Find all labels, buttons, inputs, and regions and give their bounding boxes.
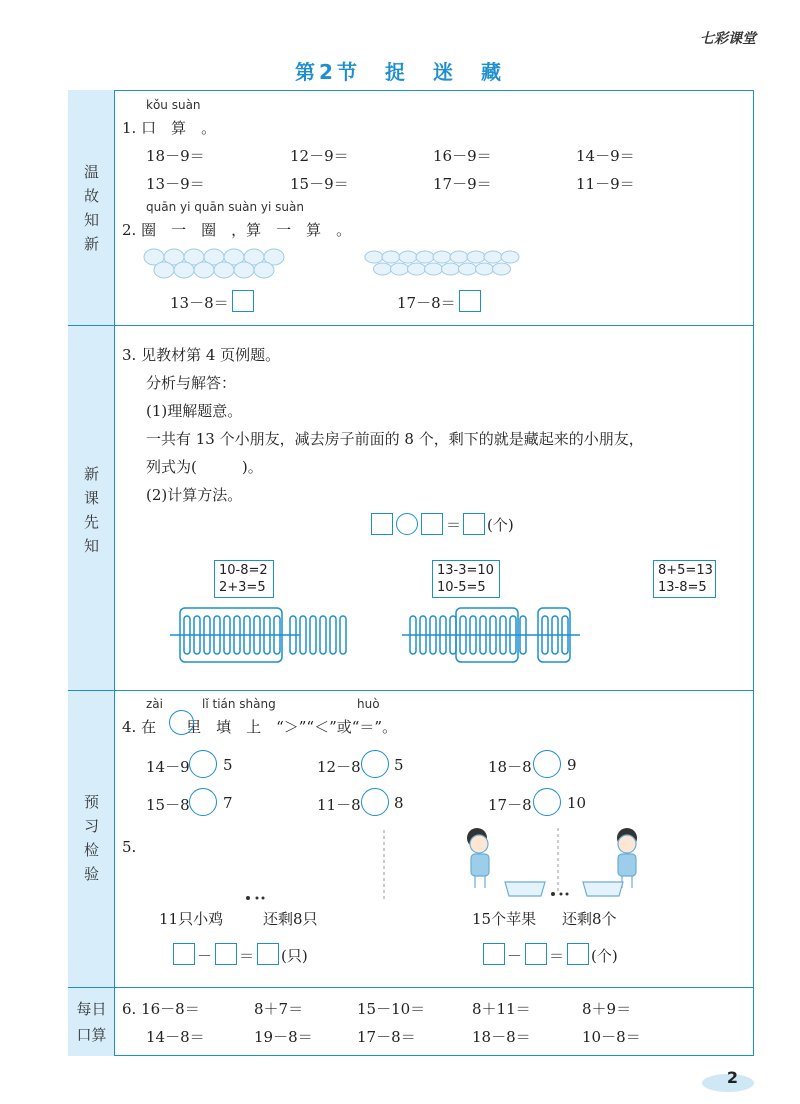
q4-expr: 11－8	[317, 796, 361, 814]
q4-pinyin: huò	[357, 697, 380, 711]
q1-item: 11－9＝	[576, 175, 635, 193]
answer-box[interactable]	[525, 943, 547, 965]
section-label-new: 新课先知	[83, 465, 99, 555]
q1-item: 13－9＝	[146, 175, 205, 193]
q5-label: 5.	[122, 838, 137, 856]
q4-expr: 18－8	[488, 758, 532, 776]
counting-object	[399, 251, 417, 263]
q1-item: 17－9＝	[433, 175, 492, 193]
q1-item: 15－9＝	[290, 175, 349, 193]
page-title: 第2节 捉 迷 藏	[295, 60, 505, 84]
answer-box[interactable]	[371, 513, 393, 535]
counting-object	[425, 263, 443, 275]
q2-pinyin: quān yi quān suàn yi suàn	[146, 200, 304, 214]
answer-box[interactable]	[463, 513, 485, 535]
counting-object	[174, 262, 194, 278]
compare-circle[interactable]	[361, 788, 389, 816]
counting-object	[194, 262, 214, 278]
q2-equation: 13－8＝	[170, 294, 229, 312]
q3-line1: 一共有 13 个小朋友，减去房子前面的 8 个，剩下的就是藏起来的小朋友，	[146, 430, 644, 448]
q1-item: 12－9＝	[290, 147, 349, 165]
equals-sign: ＝	[549, 947, 565, 965]
compare-circle[interactable]	[189, 788, 217, 816]
q3-label: 3. 见教材第 4 页例题。	[122, 346, 281, 364]
q6-item: 18－8＝	[472, 1028, 531, 1046]
q3-step2: (2)计算方法。	[146, 486, 243, 504]
q4-label: 4. 在 里 填 上 “＞”“＜”或“＝”。	[122, 718, 398, 736]
q3-analysis: 分析与解答：	[146, 374, 237, 392]
answer-box[interactable]	[232, 290, 254, 312]
counting-object	[408, 263, 426, 275]
q4-value: 5	[394, 756, 404, 774]
compare-circle[interactable]	[533, 788, 561, 816]
method-card: 8+5=13 13-8=5	[653, 560, 716, 598]
counting-object	[450, 251, 468, 263]
counting-object	[433, 251, 451, 263]
q1-item: 18－9＝	[146, 147, 205, 165]
girls-apples-illustration	[455, 822, 655, 902]
q5-right-caption: 还剩8个	[562, 910, 617, 928]
answer-circle[interactable]	[396, 513, 418, 535]
counting-object	[391, 263, 409, 275]
counting-object	[442, 263, 460, 275]
equals-sign: ＝	[446, 516, 462, 534]
q6-item: 8＋7＝	[254, 1000, 304, 1018]
answer-box[interactable]	[483, 943, 505, 965]
counting-object	[501, 251, 519, 263]
counting-object	[365, 251, 383, 263]
divider	[68, 987, 754, 988]
page-number: 2	[726, 1068, 738, 1087]
q1-pinyin: kǒu suàn	[146, 98, 201, 112]
answer-box[interactable]	[567, 943, 589, 965]
counting-object	[234, 262, 254, 278]
counting-object	[374, 263, 392, 275]
section-label-review: 温故知新	[83, 163, 99, 253]
counting-object	[459, 263, 477, 275]
q6-item: 10－8＝	[582, 1028, 641, 1046]
q5-left-caption: 11只小鸡	[159, 910, 224, 928]
counting-sticks-diagram	[170, 604, 770, 666]
q2-label: 2. 圈 一 圈 ，算 一 算 。	[122, 221, 352, 239]
section-label-daily: 每日口算	[76, 1000, 107, 1044]
q2-equation: 17－8＝	[397, 294, 456, 312]
counting-object	[416, 251, 434, 263]
q6-item: 6. 16－8＝	[122, 1000, 200, 1018]
q3-step1: (1)理解题意。	[146, 402, 243, 420]
q5-left-caption: 还剩8只	[263, 910, 318, 928]
counting-object	[214, 262, 234, 278]
q3-line2: 列式为( )。	[146, 458, 263, 476]
q4-value: 8	[394, 794, 404, 812]
counting-object	[467, 251, 485, 263]
brand-logo: 七彩课堂	[700, 31, 756, 47]
q6-item: 19－8＝	[254, 1028, 313, 1046]
counting-object	[493, 263, 511, 275]
chicks-illustration	[140, 830, 380, 910]
section-label-preview: 预习检验	[83, 793, 99, 883]
answer-box[interactable]	[173, 943, 195, 965]
answer-box[interactable]	[459, 290, 481, 312]
q6-item: 8＋9＝	[582, 1000, 632, 1018]
q6-item: 14－8＝	[146, 1028, 205, 1046]
counting-object	[254, 262, 274, 278]
q1-label: 1. 口 算 。	[122, 119, 217, 137]
answer-box[interactable]	[421, 513, 443, 535]
q4-pinyin: lǐ tián shàng	[202, 697, 276, 711]
divider	[68, 325, 754, 326]
q3-unit: (个)	[487, 516, 514, 534]
counting-object	[382, 251, 400, 263]
q5-right-unit: (个)	[591, 947, 618, 965]
q4-pinyin: zài	[146, 697, 163, 711]
q6-item: 17－8＝	[357, 1028, 416, 1046]
q4-expr: 15－8	[146, 796, 190, 814]
q4-value: 5	[223, 756, 233, 774]
q5-right-caption: 15个苹果	[472, 910, 537, 928]
counting-object	[484, 251, 502, 263]
q4-value: 10	[567, 794, 587, 812]
compare-circle[interactable]	[533, 750, 561, 778]
q6-item: 15－10＝	[357, 1000, 426, 1018]
q4-expr: 14－9	[146, 758, 190, 776]
compare-circle[interactable]	[189, 750, 217, 778]
counting-object	[154, 262, 174, 278]
method-card: 13-3=10 10-5=5	[432, 560, 500, 598]
compare-circle[interactable]	[361, 750, 389, 778]
q4-expr: 12－8	[317, 758, 361, 776]
dumpling-group-17	[364, 248, 524, 278]
q4-expr: 17－8	[488, 796, 532, 814]
answer-box[interactable]	[215, 943, 237, 965]
cake-group-13	[144, 248, 296, 280]
q5-left-unit: (只)	[281, 947, 308, 965]
minus-sign: －	[507, 947, 523, 965]
q4-value: 7	[223, 794, 233, 812]
q6-item: 8＋11＝	[472, 1000, 531, 1018]
equals-sign: ＝	[239, 947, 255, 965]
divider	[68, 690, 754, 691]
counting-object	[476, 263, 494, 275]
answer-box[interactable]	[257, 943, 279, 965]
q4-value: 9	[567, 756, 577, 774]
q1-item: 16－9＝	[433, 147, 492, 165]
minus-sign: －	[197, 947, 213, 965]
symbol-circle	[169, 710, 194, 735]
method-card: 10-8=2 2+3=5	[214, 560, 274, 598]
q1-item: 14－9＝	[576, 147, 635, 165]
